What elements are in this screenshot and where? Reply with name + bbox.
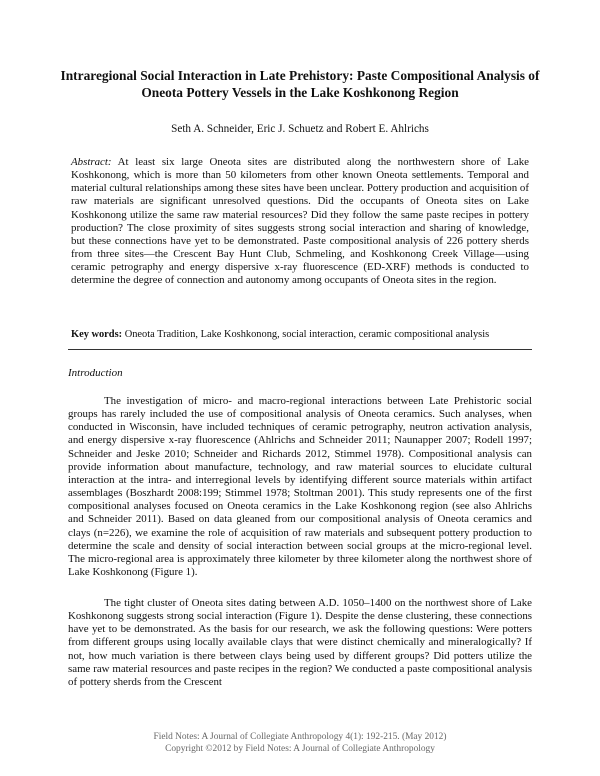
- abstract-label: Abstract:: [71, 156, 112, 168]
- author-list: Seth A. Schneider, Eric J. Schuetz and Robert E. Ahlrichs: [171, 123, 429, 135]
- body-paragraph-2: The tight cluster of Oneota sites dating between A.D. 1050–1400 on the northwest shore of Lake Koshkonong suggests strong social interaction (Figure 1). Despite the dense clustering, these connections have yet to be demonstrated. As the basis for our research, we ask the following questions: Were potters from different groups using locally available clays that were distinct chemically and mineralogically? If not, how much variation is there between clays being used by different groups? Did potters utilize the same raw material resources and paste recipes in the region? We conducted a paste compositional analysis of pottery sherds from the Crescent: [68, 597, 532, 688]
- abstract: [71, 156, 529, 288]
- abstract-text: At least six large Oneota sites are distributed along the northwestern shore of Lake Koshkonong, which is more than 50 kilometers from other known Oneota settlements. Temporal and material cultural relationships among these sites have been unclear. Pottery production and acquisition of raw materials are significant unresolved questions. Did the occupants of Oneota sites on Lake Koshkonong utilize the same raw material resources? Did they follow the same paste recipes in pottery production? The close proximity of sites suggests strong social interaction and sharing of knowledge, but these connections have yet to be demonstrated. Paste compositional analysis of 226 pottery sherds from three sites—the Crescent Bay Hunt Club, Schmeling, and Koshkonong Creek Village—using ceramic petrography and energy dispersive x-ray fluorescence (ED-XRF) methods is conducted to determine the degree of connection and autonomy among occupants of Oneota sites in the region.: [71, 156, 529, 287]
- keywords: [71, 328, 541, 341]
- keywords-text: Oneota Tradition, Lake Koshkonong, social interaction, ceramic compositional analysis: [124, 329, 490, 340]
- article-title: Intraregional Social Interaction in Late Prehistory: Paste Compositional Analysis of Oneota Pottery Vessels in the Lake Koshkonong Region: [60, 68, 540, 100]
- page-footer: [60, 731, 540, 755]
- footer-copyright: Copyright ©2012 by Field Notes: A Journal of Collegiate Anthropology: [165, 744, 435, 754]
- section-divider: [68, 349, 532, 350]
- keywords-label: Key words:: [71, 329, 123, 340]
- body-paragraph-1: The investigation of micro- and macro-regional interactions between Late Prehistoric social groups has rarely included the use of compositional analysis of Oneota ceramics. Such analyses, when conducted in Wisconsin, have included techniques of ceramic petrography, neutron activation analysis, and energy dispersive x-ray fluorescence (Ahlrichs and Schneider 2011; Naunapper 2007; Rodell 1997; Schneider and Jeske 2010; Schneider and Richards 2012, Stimmel 1978). Compositional analysis can provide information about manufacture, technology, and raw material sources to elucidate cultural interaction at the intra- and interregional levels by identifying different source materials within artifact assemblages (Boszhardt 2008:199; Stimmel 1978; Stoltman 2001). This study represents one of the first compositional analyses focused on Oneota ceramics in the Lake Koshkonong region (see also Ahlrichs and Schneider 2011). Based on data gleaned from our compositional analysis of Oneota ceramics and clays (n=226), we examine the role of acquisition of raw materials and subsequent pottery production to determine the scale and density of social interaction between social groups at the micro-regional level. The micro-regional area is approximately three kilometer by three kilometer along the northwest shore of Lake Koshkonong (Figure 1).: [68, 395, 532, 579]
- footer-citation: Field Notes: A Journal of Collegiate Anthropology 4(1): 192-215. (May 2012): [153, 732, 447, 742]
- section-heading-introduction: Introduction: [68, 367, 123, 379]
